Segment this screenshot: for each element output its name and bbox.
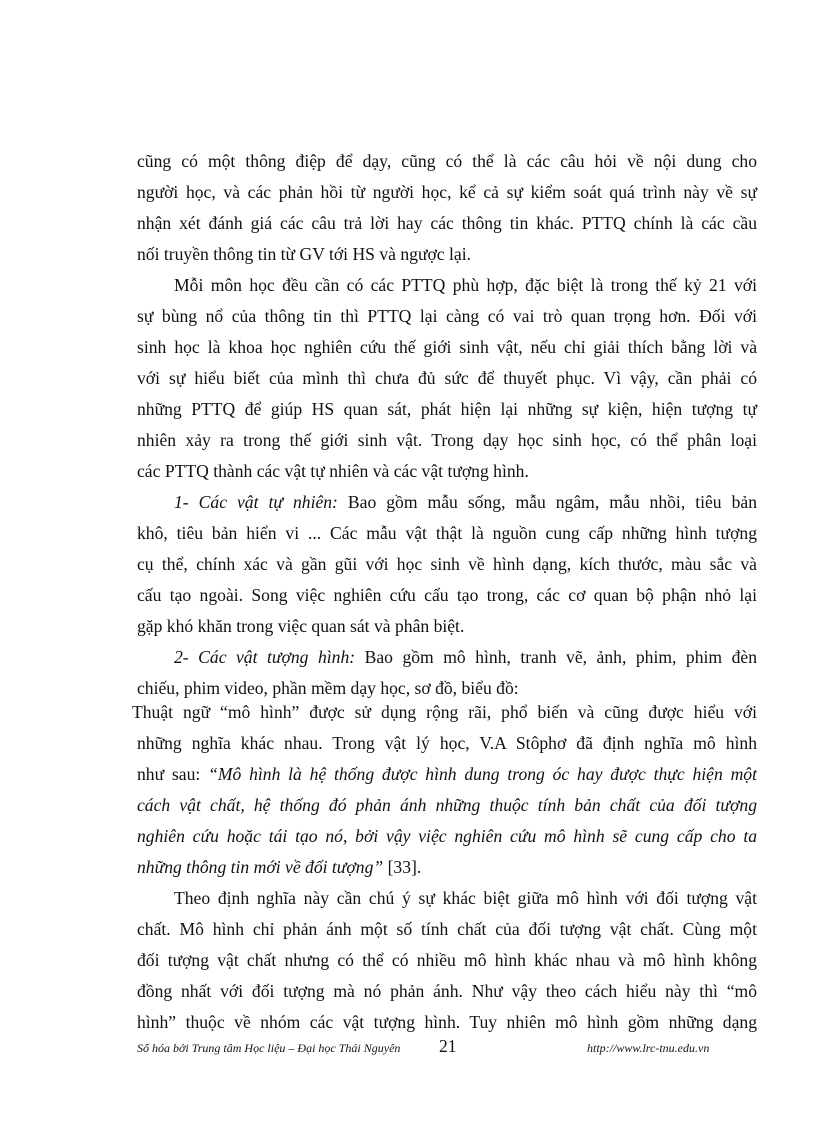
paragraph-line: cấu tạo ngoài. Song việc nghiên cứu cấu tạo trong, các cơ quan bộ phận nhỏ lại [137, 585, 757, 605]
paragraph-line: hình” thuộc về nhóm các vật tượng hình. Tuy nhiên mô hình gồm những dạng [137, 1012, 757, 1032]
paragraph-line: cũng có một thông điệp để dạy, cũng có thể là các câu hỏi về nội dung cho [137, 151, 757, 171]
paragraph-line: Theo định nghĩa này cần chú ý sự khác biệt giữa mô hình với đối tượng vật [174, 888, 757, 908]
paragraph-line: nhiên xảy ra trong thế giới sinh vật. Trong dạy học sinh học, có thể phân loại [137, 430, 757, 450]
quote-text: nghiên cứu hoặc tái tạo nó, bởi vậy việc nghiên cứu mô hình sẽ cung cấp cho ta [137, 826, 757, 846]
citation: [33]. [383, 857, 422, 877]
quote-text: “Mô hình là hệ thống được hình dung trong óc hay được thực hiện một [208, 764, 757, 784]
paragraph-line: sự bùng nổ của thông tin thì PTTQ lại càng có vai trò quan trọng hơn. Đối với [137, 306, 757, 326]
page-number: 21 [439, 1036, 457, 1056]
quote-text: cách vật chất, hệ thống đó phản ánh những thuộc tính bản chất của đối tượng [137, 795, 757, 815]
paragraph-text: Bao gồm mô hình, tranh vẽ, ảnh, phim, phim đèn [355, 647, 757, 667]
paragraph-line [174, 645, 757, 669]
paragraph-line: với sự hiểu biết của mình thì chưa đủ sức để thuyết phục. Vì vậy, cần phải có [137, 368, 757, 388]
paragraph-line: chiếu, phim video, phần mềm dạy học, sơ đồ, biểu đồ: [137, 678, 519, 698]
section-heading: 1- Các vật tự nhiên: [174, 492, 338, 512]
paragraph-line: Thuật ngữ “mô hình” được sử dụng rộng rãi, phổ biến và cũng được hiểu với [132, 702, 757, 722]
paragraph-line: khô, tiêu bản hiển vi ... Các mẫu vật thật là nguồn cung cấp những hình tượng [137, 523, 757, 543]
paragraph-line: Mỗi môn học đều cần có các PTTQ phù hợp, đặc biệt là trong thế kỷ 21 với [174, 275, 757, 295]
quote-line [137, 855, 757, 879]
paragraph-line: người học, và các phản hồi từ người học, kể cả sự kiểm soát quá trình này về sự [137, 182, 757, 202]
paragraph-text: Bao gồm mẫu sống, mẫu ngâm, mẫu nhồi, tiêu bản [337, 492, 757, 512]
paragraph-line: nhận xét đánh giá các câu trả lời hay các thông tin khác. PTTQ chính là các cầu [137, 213, 757, 233]
paragraph-line [137, 762, 757, 786]
quote-line [137, 824, 757, 848]
quote-text: những thông tin mới về đối tượng” [137, 857, 384, 877]
paragraph-line: đối tượng vật chất nhưng có thể có nhiều mô hình khác nhau và mô hình không [137, 950, 757, 970]
quote-line [137, 793, 757, 817]
footer-source: Số hóa bởi Trung tâm Học liệu – Đại học Thái Nguyên [137, 1041, 401, 1055]
paragraph-line: cụ thể, chính xác và gần gũi với học sinh về hình dạng, kích thước, màu sắc và [137, 554, 757, 574]
paragraph-line: các PTTQ thành các vật tự nhiên và các vật tượng hình. [137, 461, 529, 481]
paragraph-text: như sau: [137, 764, 209, 784]
paragraph-line [174, 490, 757, 514]
paragraph-line: đồng nhất với đối tượng mà nó phản ánh. Như vậy theo cách hiểu này thì “mô [137, 981, 757, 1001]
paragraph-line: chất. Mô hình chỉ phản ánh một số tính chất của đối tượng vật chất. Cùng một [137, 919, 757, 939]
footer-url[interactable]: http://www.lrc-tnu.edu.vn [587, 1041, 710, 1055]
paragraph-line: gặp khó khăn trong việc quan sát và phân biệt. [137, 616, 465, 636]
paragraph-line: những PTTQ để giúp HS quan sát, phát hiện lại những sự kiện, hiện tượng tự [137, 399, 757, 419]
paragraph-line: sinh học là khoa học nghiên cứu thế giới sinh vật, nếu chỉ giải thích bằng lời và [137, 337, 757, 357]
paragraph-line: nối truyền thông tin từ GV tới HS và ngược lại. [137, 244, 471, 264]
paragraph-line: những nghĩa khác nhau. Trong vật lý học, V.A Stôphơ đã định nghĩa mô hình [137, 733, 757, 753]
section-heading: 2- Các vật tượng hình: [174, 647, 356, 667]
